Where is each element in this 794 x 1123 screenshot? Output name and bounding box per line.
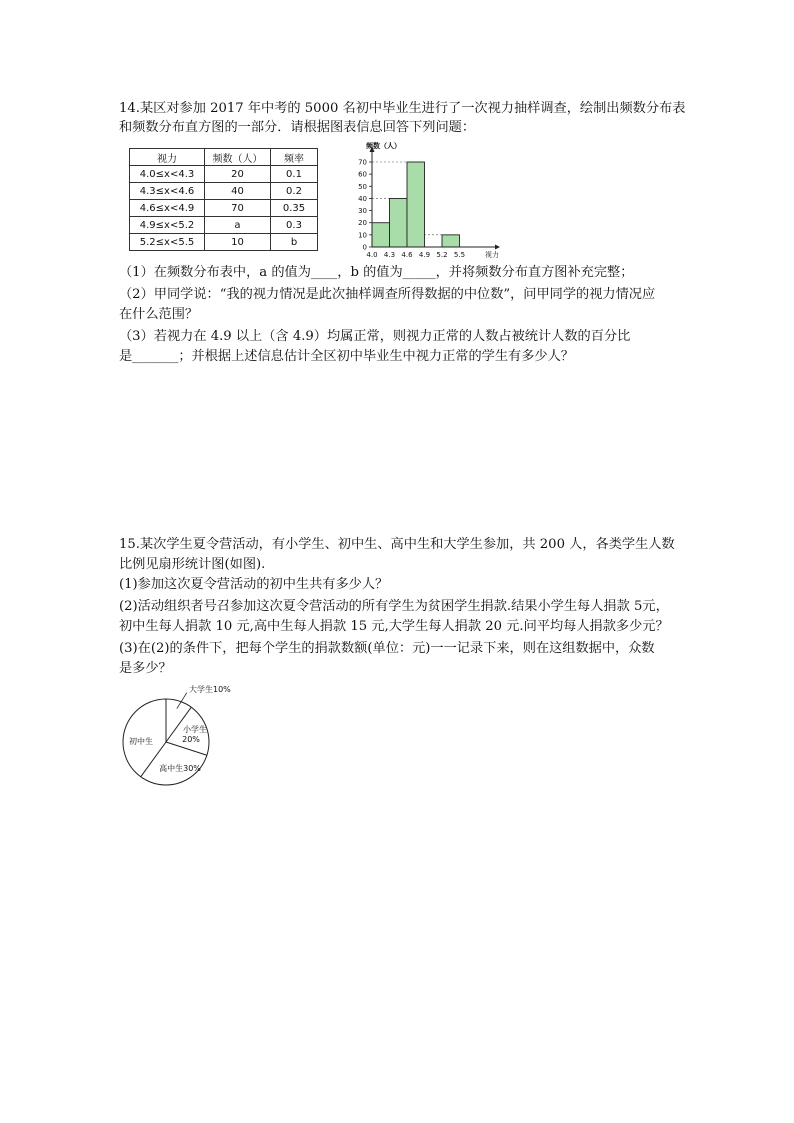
table-row [130,183,318,200]
table-header-cell: 频率 [271,149,318,166]
y-tick-label: 40 [358,194,367,203]
histogram-chart [345,140,505,262]
table-cell: 4.9≤x<5.2 [130,217,205,234]
q15-sub2-line2: 初中生每人捐款 10 元,高中生每人捐款 15 元,大学生每人捐款 20 元.问平均每人捐款多少元？ [119,619,669,634]
frequency-table [129,148,318,251]
histogram-bar [442,235,460,247]
y-tick-label: 60 [358,170,367,179]
table-row [130,234,318,251]
table-header-row [130,149,318,166]
q14-sub3-line2: 是_______；并根据上述信息估计全区初中毕业生中视力正常的学生有多少人？ [119,349,574,364]
x-tick-label: 4.6 [401,251,413,259]
table-cell: 4.3≤x<4.6 [130,183,205,200]
q15-sub1: (1)参加这次夏令营活动的初中生共有多少人？ [119,577,389,592]
q15-sub2-line1: (2)活动组织者号召参加这次夏令营活动的所有学生为贫困学生捐款.结果小学生每人捐款 5元， [119,599,669,614]
q15-sub3-line1: (3)在(2)的条件下，把每个学生的捐款数额(单位：元)一一记录下来，则在这组数据中，众数 [119,641,655,656]
q15-intro-line1: 15.某次学生夏令营活动，有小学生、初中生、高中生和大学生参加，共 200 人，各类学生人数 [119,537,675,552]
y-tick-label: 10 [358,231,367,240]
q14-sub2-line2: 在什么范围？ [119,307,199,322]
q14-intro-line2: 和频数分布直方图的一部分．请根据图表信息回答下列问题： [119,120,476,135]
table-cell: 0.35 [271,200,318,217]
table-row [130,200,318,217]
table-row [130,166,318,183]
histogram-bar [407,162,425,247]
q14-sub1: （1）在频数分布表中，a 的值为____，b 的值为_____，并将频数分布直方图补充完整； [119,265,634,280]
histogram-bar [390,198,408,247]
table-cell: 0.2 [271,183,318,200]
q14-intro-line1: 14.某区对参加 2017 年中考的 5000 名初中毕业生进行了一次视力抽样调查，绘制出频数分布表 [119,101,686,116]
y-tick-label: 20 [358,219,367,228]
x-tick-label: 4.0 [366,251,378,259]
table-cell: 70 [205,200,271,217]
y-tick-label: 0 [362,243,367,252]
x-tick-label: 4.9 [418,251,431,259]
y-axis-label: 频数（人） [366,142,401,150]
histogram-bar [372,223,390,247]
pie-label-primary: 小学生 [183,725,207,734]
y-tick-label: 70 [358,158,367,167]
pie-label-junior: 初中生 [129,737,153,746]
table-cell: a [205,217,271,234]
table-row [130,217,318,234]
table-cell: 4.6≤x<4.9 [130,200,205,217]
table-cell: 0.1 [271,166,318,183]
pie-label-senior: 高中生30% [159,764,201,773]
y-tick-label: 50 [358,182,367,191]
table-cell: 0.3 [271,217,318,234]
table-cell: 5.2≤x<5.5 [130,234,205,251]
pie-label-primary-percent: 20% [182,735,200,744]
table-cell: 4.0≤x<4.3 [130,166,205,183]
table-cell: 10 [205,234,271,251]
x-tick-label: 5.5 [453,251,466,259]
table-header-cell: 视力 [130,149,205,166]
table-header-cell: 频数（人） [205,149,271,166]
y-tick-label: 30 [358,207,367,216]
table-cell: 20 [205,166,271,183]
x-tick-label: 4.3 [383,251,396,259]
x-axis-label: 视力 [485,251,499,259]
q15-intro-line2: 比例见扇形统计图(如图). [119,557,266,572]
q15-sub3-line2: 是多少？ [119,661,172,676]
x-axis-arrow [495,245,500,250]
table-cell: 40 [205,183,271,200]
q14-sub2-line1: （2）甲同学说：“我的视力情况是此次抽样调查所得数据的中位数”，问甲同学的视力情况应 [119,287,656,302]
x-tick-label: 5.2 [436,251,448,259]
q14-sub3-line1: （3）若视力在 4.9 以上（含 4.9）均属正常，则视力正常的人数占被统计人数的百分比 [119,329,631,344]
pie-chart [115,682,245,792]
table-cell: b [271,234,318,251]
pie-label-university: 大学生10% [189,685,231,694]
